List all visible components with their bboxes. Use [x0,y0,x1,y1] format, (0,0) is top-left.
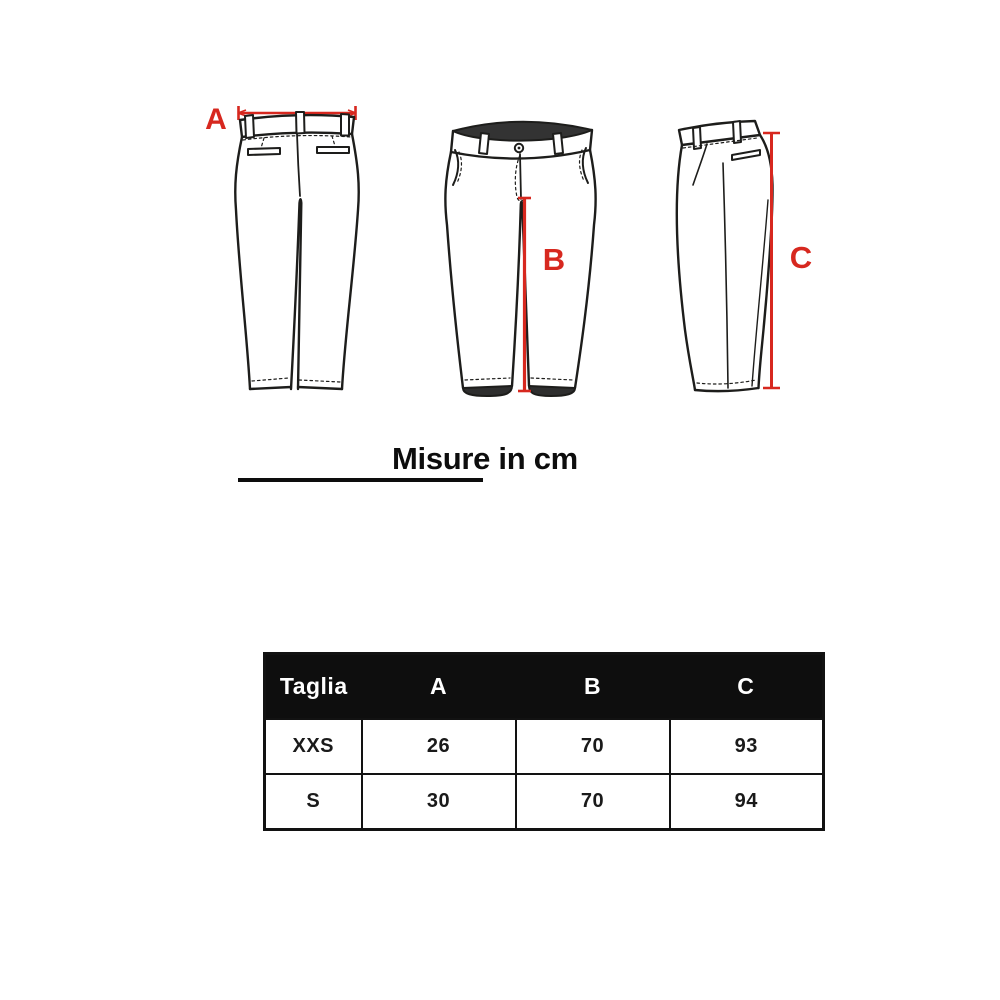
pants-back-outline [235,112,359,389]
back-pocket [317,147,349,153]
belt-loop [553,133,563,154]
side-back-pocket [732,150,760,160]
size-table-cell: S [265,774,362,830]
measure-a-label: A [205,103,227,136]
hem-shadow [463,386,512,396]
size-table-cell: XXS [265,719,362,774]
measure-b-label: B [542,242,566,277]
pants-front-view-drawing [430,95,610,415]
waistband-inner-shadow [453,122,592,141]
back-pocket [248,148,280,155]
pants-back-view-drawing [195,85,425,425]
size-table-cell: 70 [516,774,670,830]
size-table-row-s [265,774,824,830]
pants-front-outline [445,122,595,396]
measurements-title: Misure in cm [392,441,578,476]
pants-side-outline [677,121,773,391]
title-underline [238,478,483,482]
size-table-cell: 30 [362,774,516,830]
belt-loop [733,121,741,143]
size-table-row-xxs [265,719,824,774]
side-waistband [679,121,760,145]
pants-side-view-drawing [655,105,825,405]
size-table-cell: 26 [362,719,516,774]
measure-c-line [763,133,780,388]
size-table-header-row [265,654,824,720]
side-pocket [453,150,458,185]
size-table-header-a: A [362,654,516,720]
belt-loop [341,114,349,136]
hem-shadow [529,386,575,396]
size-table-cell: 70 [516,719,670,774]
fly-stitch [515,155,523,201]
belt-loop [479,133,489,154]
size-table-header-b: B [516,654,670,720]
size-table-header-c: C [670,654,824,720]
size-table-header-taglia: Taglia [265,654,362,720]
size-table [263,652,825,831]
size-table-cell: 94 [670,774,824,830]
side-pocket [583,148,588,183]
measure-c-label: C [789,240,813,275]
belt-loop [245,115,254,138]
size-table-cell: 93 [670,719,824,774]
belt-loop [296,112,305,134]
